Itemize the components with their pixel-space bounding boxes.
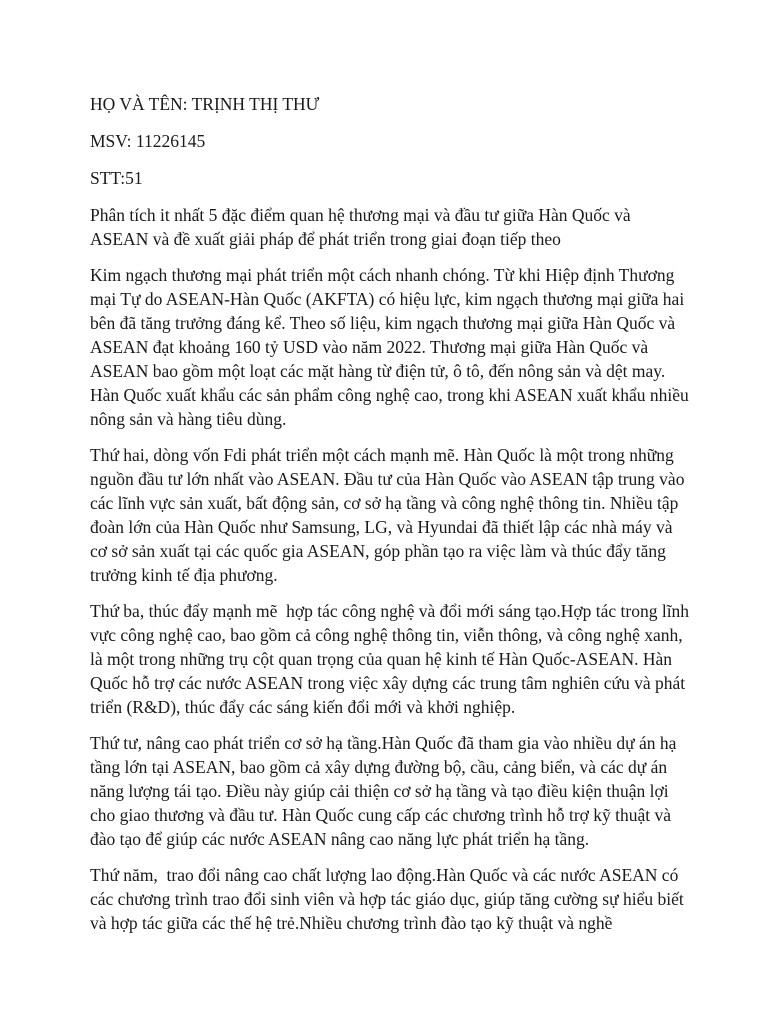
body-paragraph-2: Thứ hai, dòng vốn Fdi phát triển một cách mạnh mẽ. Hàn Quốc là một trong những nguồn đầu tư lớn nhất vào ASEAN. Đầu tư của Hàn Quốc vào ASEAN tập trung vào các lĩnh vực sản xuất, bất động sản, cơ sở hạ tầng và công nghệ thông tin. Nhiều tập đoàn lớn của Hàn Quốc như Samsung, LG, và Hyundai đã thiết lập các nhà máy và cơ sở sản xuất tại các quốc gia ASEAN, góp phần tạo ra việc làm và thúc đẩy tăng trưởng kinh tế địa phương. xyxy=(90,445,689,585)
student-id-line: MSV: 11226145 xyxy=(90,131,206,151)
student-name-line: HỌ VÀ TÊN: TRỊNH THỊ THƯ xyxy=(90,94,320,114)
body-paragraph-1: Kim ngạch thương mại phát triển một cách nhanh chóng. Từ khi Hiệp định Thương mại Tự do ASEAN-Hàn Quốc (AKFTA) có hiệu lực, kim ngạch thương mại giữa hai bên đã tăng trưởng đáng kể. Theo số liệu, kim ngạch thương mại giữa Hàn Quốc và ASEAN đạt khoảng 160 tỷ USD vào năm 2022. Thương mại giữa Hàn Quốc và ASEAN bao gồm một loạt các mặt hàng từ điện tử, ô tô, đến nông sản và dệt may. Hàn Quốc xuất khẩu các sản phẩm công nghệ cao, trong khi ASEAN xuất khẩu nhiều nông sản và hàng tiêu dùng. xyxy=(90,265,694,429)
body-paragraph-5: Thứ năm, trao đổi nâng cao chất lượng lao động.Hàn Quốc và các nước ASEAN có các chương trình trao đổi sinh viên và hợp tác giáo dục, giúp tăng cường sự hiểu biết và hợp tác giữa các thế hệ trẻ.Nhiều chương trình đào tạo kỹ thuật và nghề xyxy=(90,865,689,933)
body-paragraph-3: Thứ ba, thúc đẩy mạnh mẽ hợp tác công nghệ và đổi mới sáng tạo.Hợp tác trong lĩnh vực công nghệ cao, bao gồm cả công nghệ thông tin, viễn thông, và công nghệ xanh, là một trong những trụ cột quan trọng của quan hệ kinh tế Hàn Quốc-ASEAN. Hàn Quốc hỗ trợ các nước ASEAN trong việc xây dựng các trung tâm nghiên cứu và phát triển (R&D), thúc đẩy các sáng kiến đổi mới và khởi nghiệp. xyxy=(90,601,694,717)
question-paragraph: Phân tích it nhất 5 đặc điểm quan hệ thương mại và đầu tư giữa Hàn Quốc và ASEAN và đề xuất giải pháp để phát triển trong giai đoạn tiếp theo xyxy=(90,205,635,249)
body-paragraph-4: Thứ tư, nâng cao phát triển cơ sở hạ tầng.Hàn Quốc đã tham gia vào nhiều dự án hạ tầng lớn tại ASEAN, bao gồm cả xây dựng đường bộ, cầu, cảng biển, và các dự án năng lượng tái tạo. Điều này giúp cải thiện cơ sở hạ tầng và tạo điều kiện thuận lợi cho giao thương và đầu tư. Hàn Quốc cung cấp các chương trình hỗ trợ kỹ thuật và đào tạo để giúp các nước ASEAN nâng cao năng lực phát triển hạ tầng. xyxy=(90,733,681,849)
student-index-line: STT:51 xyxy=(90,168,143,188)
